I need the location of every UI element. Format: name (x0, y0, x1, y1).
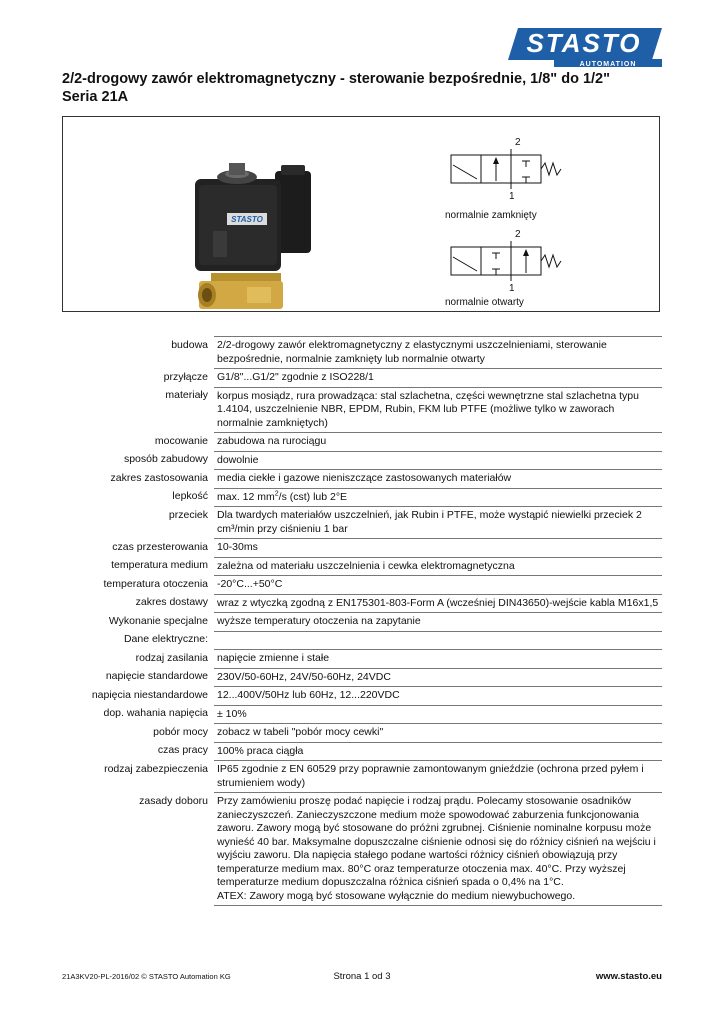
spec-value (214, 631, 662, 650)
spec-row (62, 631, 662, 650)
spec-value: 10-30ms (214, 539, 662, 558)
spec-row (62, 470, 662, 489)
spec-value: Dla twardych materiałów uszczelnień, jak Rubin i PTFE, może wystąpić niewielki przeciek 2 cm³/min przy ciśnieniu 1 bar (214, 507, 662, 539)
figure-box (62, 116, 660, 312)
spec-value: 230V/50-60Hz, 24V/50-60Hz, 24VDC (214, 668, 662, 687)
spec-row (62, 387, 662, 433)
spec-key: przyłącze (163, 370, 208, 383)
spec-value: 100% praca ciągła (214, 742, 662, 761)
spec-row (62, 369, 662, 388)
spec-value: napięcie zmienne i stałe (214, 650, 662, 669)
spec-key: przeciek (168, 508, 208, 521)
title-line2: Seria 21A (62, 89, 129, 105)
spec-key: czas pracy (157, 744, 208, 756)
spec-row (62, 488, 662, 507)
specs-table (62, 336, 662, 906)
spec-row (62, 742, 662, 761)
photo-brand-text: STASTO (231, 215, 263, 224)
viscosity-pre: max. 12 mm (217, 490, 275, 503)
spec-key: zakres dostawy (135, 596, 208, 608)
spec-row (62, 557, 662, 576)
spec-key: temperatura otoczenia (103, 577, 208, 590)
spec-key: mocowanie (154, 434, 208, 447)
spec-value: -20°C...+50°C (214, 576, 662, 595)
nc-port-top: 2 (515, 137, 521, 148)
title-line1: 2/2-drogowy zawór elektromagnetyczny - sterowanie bezpośrednie, 1/8" do 1/2" (62, 71, 610, 87)
spec-value: IP65 zgodnie z EN 60529 przy poprawnie zamontowanym gnieździe (ochrona przed pyłem i strumieniem wody) (214, 761, 662, 793)
spec-value: media ciekłe i gazowe nieniszczące zastosowanych materiałów (214, 470, 662, 489)
page-title (62, 70, 662, 106)
footer-website-link[interactable]: www.stasto.eu (595, 971, 662, 982)
spec-key: czas przesterowania (112, 540, 208, 553)
spec-value (214, 488, 662, 507)
spec-row (62, 724, 662, 743)
spec-key: pobór mocy (153, 725, 208, 738)
spec-row (62, 705, 662, 724)
no-port-top: 2 (515, 229, 521, 240)
spec-key: lepkość (172, 490, 208, 502)
logo-text: STASTO (526, 28, 642, 58)
spec-row (62, 433, 662, 452)
spec-value (214, 793, 662, 906)
spec-row (62, 576, 662, 595)
spec-value: wraz z wtyczką zgodną z EN175301-803-Form A (wcześniej DIN43650)-wejście kabla M16x1,5 (214, 594, 662, 613)
spec-key: rodzaj zasilania (135, 651, 208, 664)
spec-key: materiały (165, 389, 208, 401)
viscosity-post: /s (cst) lub 2°E (278, 490, 348, 503)
spec-row (62, 539, 662, 558)
spec-row (62, 650, 662, 669)
spec-value: dowolnie (214, 451, 662, 470)
spec-key: zakres zastosowania (110, 471, 208, 484)
spec-row (62, 451, 662, 470)
spec-row (62, 793, 662, 906)
spec-row (62, 507, 662, 539)
spec-value: G1/8"...G1/2" zgodnie z ISO228/1 (214, 369, 662, 388)
spec-value: zależna od materiału uszczelnienia i cewka elektromagnetyczna (214, 557, 662, 576)
spec-key: Dane elektryczne: (123, 633, 208, 645)
spec-row (62, 337, 662, 369)
spec-value: zobacz w tabeli "pobór mocy cewki" (214, 724, 662, 743)
spec-value: 12...400V/50Hz lub 60Hz, 12...220VDC (214, 687, 662, 706)
logo-subtext: AUTOMATION (579, 61, 637, 68)
spec-row (62, 594, 662, 613)
valve-photo (191, 141, 351, 311)
spec-value: 2/2-drogowy zawór elektromagnetyczny z elastycznymi uszczelnieniami, sterowanie bezpośrednie, normalnie zamknięty lub normalnie otwarty (214, 337, 662, 369)
spec-value: wyższe temperatury otoczenia na zapytanie (214, 613, 662, 632)
viscosity-sup: 2 (274, 490, 279, 497)
symbol-normally-closed (443, 133, 563, 213)
spec-key: rodzaj zabezpieczenia (104, 762, 208, 775)
spec-row (62, 761, 662, 793)
spec-row (62, 668, 662, 687)
spec-key: temperatura medium (111, 559, 208, 571)
spec-key: dop. wahania napięcia (103, 707, 208, 719)
spec-key: sposób zabudowy (123, 453, 208, 465)
spec-key: zasady doboru (139, 794, 208, 807)
selection-rules-text: Przy zamówieniu proszę podać napięcie i rodzaj prądu. Polecamy stosowanie osadników zanieczyszczeń. Zanieczyszczone medium może spowodować zaburzenia funkcjonowania zaworu. Zawory mogą być stosowane do próżni zgrubnej. Ciśnienie nominalne korpusu może wynieść 40 bar. Maksymalne dopuszczalne ciśnienie odnosi się do różnicy ciśnień na wejściu i wyjściu zaworu. Dla napięcia stałego podane wartości różnicy ciśnień obowiązują przy temperaturze medium max. 80°C oraz temperaturze otoczenia max. 40°C. Przy wyższej temperaturze medium dopuszczalna różnica ciśnień spada o 0,4% na 1°C. (217, 795, 656, 888)
spec-key: napięcia niestandardowe (91, 688, 208, 701)
atex-note: ATEX: Zawory mogą być stosowane wyłącznie do medium niewybuchowego. (217, 889, 576, 902)
no-port-bottom: 1 (509, 283, 515, 294)
spec-key: napięcie standardowe (105, 670, 208, 682)
spec-key: Wykonanie specjalne (108, 614, 208, 627)
symbol-normally-open (443, 223, 563, 303)
nc-label: normalnie zamknięty (445, 210, 537, 221)
spec-value: ± 10% (214, 705, 662, 724)
footer-page-number: Strona 1 od 3 (333, 971, 391, 982)
nc-port-bottom: 1 (509, 191, 515, 202)
spec-value: zabudowa na rurociągu (214, 433, 662, 452)
spec-value: korpus mosiądz, rura prowadząca: stal szlachetna, części wewnętrzne stal szlachetna typu 1.4104, uszczelnienie NBR, EPDM, Rubin, FKM lub PTFE (możliwe tylko w zaworach normalnie zamkniętych) (214, 387, 662, 433)
spec-row (62, 613, 662, 632)
no-label: normalnie otwarty (445, 297, 524, 308)
footer-doc-id: 21A3KV20-PL-2016/02 © STASTO Automation KG (62, 972, 231, 981)
stasto-logo (504, 26, 664, 68)
spec-row (62, 687, 662, 706)
spec-key: budowa (171, 338, 208, 351)
